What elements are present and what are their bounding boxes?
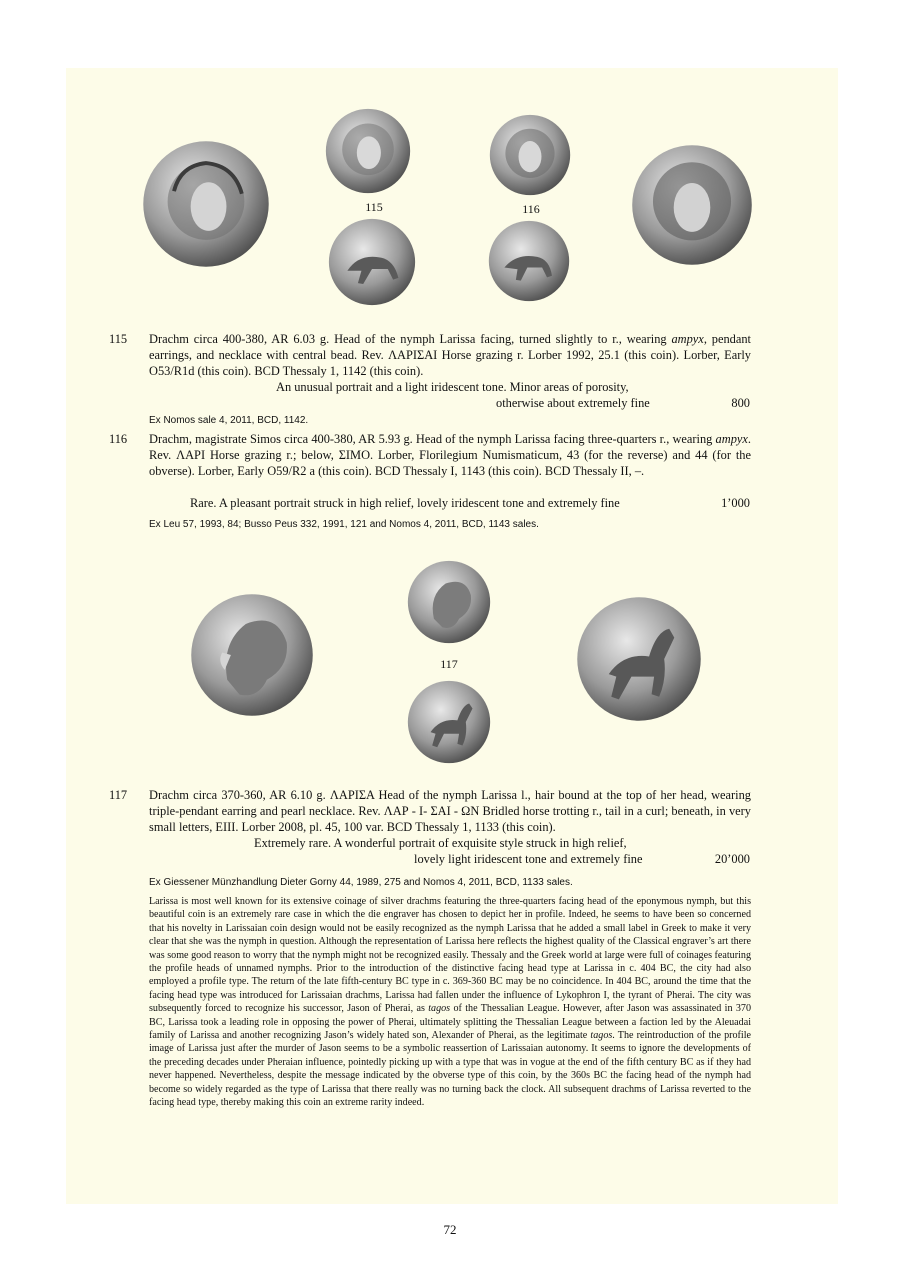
lot-number: 115 [109,332,128,346]
lot-117-essay: Larissa is most well known for its extensive coinage of silver drachms featuring the three-quarters facing head of the eponymous nymph, but this beautiful coin is an extremely rare case in which the die engraver has chosen to depict her in profile. Indeed, he seems to have been so concerned that his novelty in Larissaian coin design would not be easily recognized as the nymph Larissa that he added a small label in Greek to make it very clear that she was the nymph in question. Although the representation of Larissa here reflects the highest quality of the Classical engraver’s art there was some good reason to worry that the nymph might not be recognized easily. Thessaly and the Greek world at large were full of coinages featuring the profile heads of unnamed nymphs. Prior to the introduction of the distinctive facing head type at Larissa in c. 404 BC, the city had also employed a profile type. The return of the late fifth-century BC type in c. 369-360 BC may be no coincidence. In 404 BC, around the time that the facing head type was introduced for Larissaian drachms, Larissa had fallen under the influence of Lykophron I, the tyrant of Pherai. The city was subsequently forced to recognize his successor, Jason of Pherai, as tagos of the Thessalian League. However, after Jason was assassinated in 370 BC, Larissa took a leading role in opposing the power of Pherai, ultimately splitting the Thessalian League between a faction led by the Aleuadai family of Larissa and another recognizing Jason’s widely hated son, Alexander of Pherai, as the legitimate tagos. The reintroduction of the profile image of Larissa just after the murder of Jason seems to be a symbolic reassertion of Larissaian autonomy. It seems to ignore the developments of the preceding decades under Pheraian influence, pointedly picking up with a type that was in vogue at the end of the fifth century BC as if they had never happened. Nevertheless, despite the message indicated by the obverse type of this coin, by the 360s BC the facing head of the nymph had become so widely regarded as the type of Larissa that there really was no turning back the clock. All subsequent drachms of Larissa reverted to the facing head type, thereby making this coin an extreme rarity indeed. [149,896,751,1109]
lot-description: Drachm circa 400-380, AR 6.03 g. Head of the nymph Larissa facing, turned slightly to r., wearing ampyx, pendant earrings, and necklace with central bead. Rev. ΛΑΡΙΣΑΙ Horse grazing r. Lorber 1992, 25.1 (this coin). Lorber, Early O53/R1d (this coin). BCD Thessaly 1, 1142 (this coin). [149,332,751,378]
lot-provenance: Ex Giessener Münzhandlung Dieter Gorny 44, 1989, 275 and Nomos 4, 2011, BCD, 1133 sales. [149,877,573,888]
lot-condition-line-1: Extremely rare. A wonderful portrait of exquisite style struck in high relief, [254,836,627,850]
coin-117-obverse [406,560,492,644]
coin-label-117: 117 [440,657,458,671]
lot-description: Drachm circa 370-360, AR 6.10 g. ΛΑΡΙΣΑ Head of the nymph Larissa l., hair bound at the top of her head, wearing triple-pendant earring and pearl necklace. Rev. ΛΑΡ - Ι- ΣΑΙ - ΩΝ Bridled horse trotting r., tail in a curl; beneath, in very small letters, ΕΙΙΙ. Lorber 2008, pl. 45, 100 var. BCD Thessaly 1, 1133 (this coin). [149,788,751,834]
lot-condition-line-2: otherwise about extremely fine [496,396,650,410]
lot-condition-line-1: Rare. A pleasant portrait struck in high relief, lovely iridescent tone and extremely fine [190,496,620,510]
lot-estimate: 800 [731,396,750,410]
coin-116-obverse [489,114,571,196]
coin-117-reverse [407,679,491,765]
coin-label-115: 115 [365,200,383,214]
lot-condition-line-1: An unusual portrait and a light iridescent tone. Minor areas of porosity, [276,380,629,394]
lot-description: Drachm, magistrate Simos circa 400-380, AR 5.93 g. Head of the nymph Larissa facing three-quarters r., wearing ampyx. Rev. ΛΑΡΙ Horse grazing r.; below, ΣΙΜΟ. Lorber, Florilegium Numismaticum, 43 (for the reverse) and 44 (for the obverse). Lorber, Early O59/R2 a (this coin). BCD Thessaly I, 1143 (this coin). BCD Thessaly II, –. [149,432,751,478]
coin-117-reverse-enlarged [576,596,702,722]
lot-condition-line-2: lovely light iridescent tone and extremely fine [414,852,643,866]
coin-116-obverse-enlarged [630,144,754,266]
coin-117-obverse-enlarged [188,593,316,717]
page-number: 72 [443,1222,457,1237]
coin-116-reverse [488,220,570,302]
coin-115-obverse [324,108,412,194]
catalogue-panel [66,68,838,1204]
lot-provenance: Ex Nomos sale 4, 2011, BCD, 1142. [149,415,309,426]
coin-115-obverse-enlarged [140,140,272,268]
lot-number: 117 [109,788,128,802]
coin-115-reverse [328,218,416,306]
coin-label-116: 116 [522,202,540,216]
lot-number: 116 [109,432,128,446]
lot-provenance: Ex Leu 57, 1993, 84; Busso Peus 332, 1991, 121 and Nomos 4, 2011, BCD, 1143 sales. [149,519,539,530]
lot-estimate: 20’000 [714,852,750,866]
lot-estimate: 1’000 [721,496,750,510]
